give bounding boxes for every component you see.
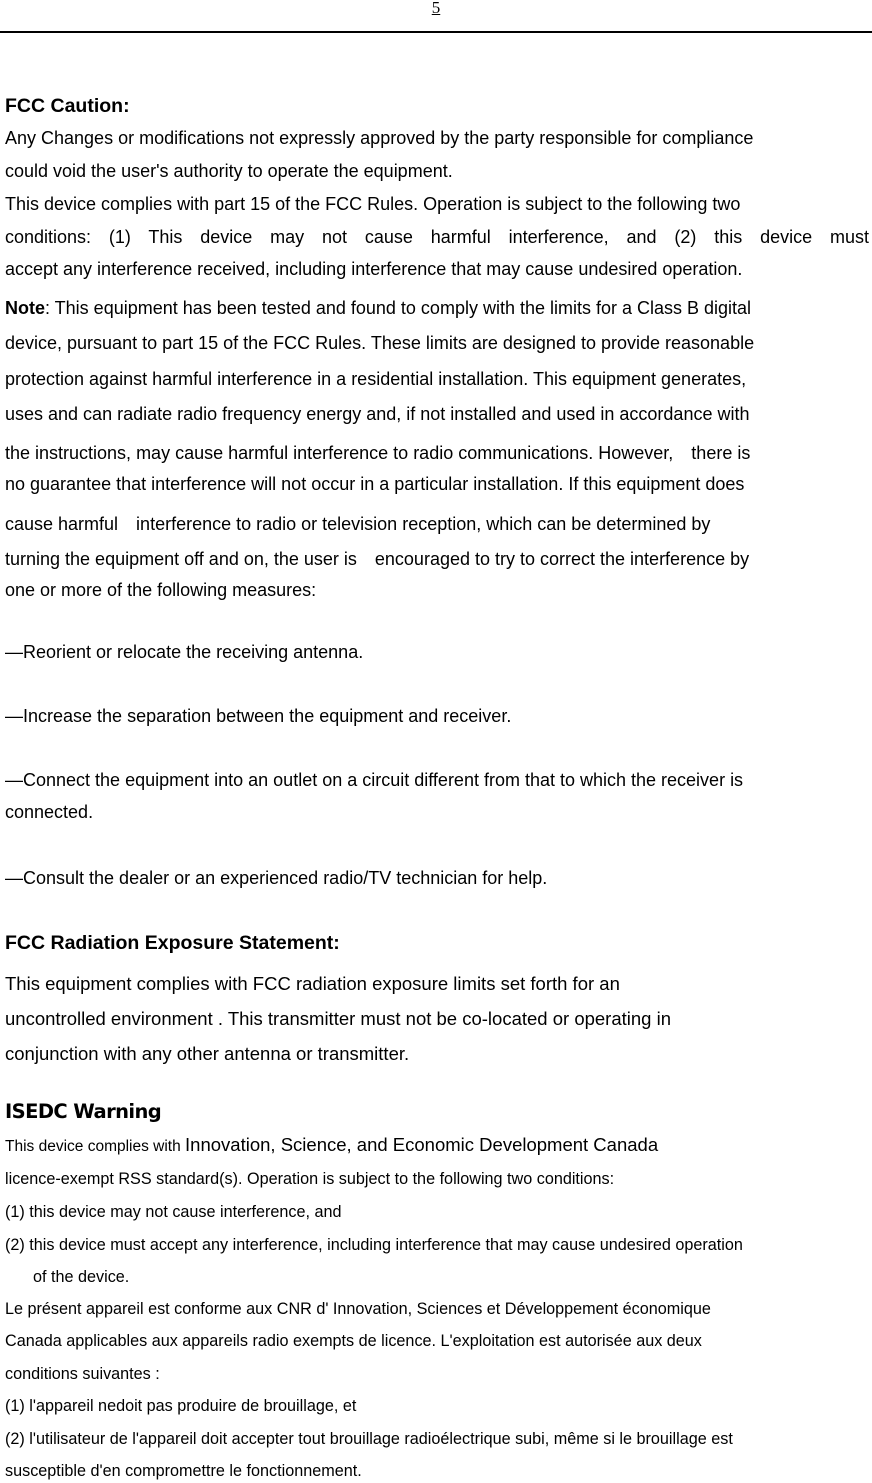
page-number: 5 xyxy=(431,0,441,17)
measure-2: —Increase the separation between the equipment and receiver. xyxy=(5,706,512,726)
caution-line-3: This device complies with part 15 of the FCC Rules. Operation is subject to the following two xyxy=(5,194,741,214)
measure-4: —Consult the dealer or an experienced radio/TV technician for help. xyxy=(5,868,548,888)
fcc-caution-heading: FCC Caution: xyxy=(5,95,130,117)
isedc-fr-line-3: conditions suivantes : xyxy=(5,1365,160,1383)
isedc-line-4: (2) this device must accept any interference, including interference that may cause undesired operation xyxy=(5,1236,743,1254)
note-line-4: uses and can radiate radio frequency energy and, if not installed and used in accordance with xyxy=(5,404,750,424)
radiation-line-3: conjunction with any other antenna or transmitter. xyxy=(5,1043,410,1064)
radiation-line-1: This equipment complies with FCC radiation exposure limits set forth for an xyxy=(5,973,620,994)
note-line-1 xyxy=(5,298,869,319)
isedc-line-3: (1) this device may not cause interference, and xyxy=(5,1203,342,1221)
isedc-line-5: of the device. xyxy=(33,1268,130,1286)
note-text-1: : This equipment has been tested and found to comply with the limits for a Class B digital xyxy=(45,298,752,318)
measure-3-line-2: connected. xyxy=(5,802,94,822)
isedc-fr-line-5: (2) l'utilisateur de l'appareil doit accepter tout brouillage radioélectrique subi, même si le brouillage est xyxy=(5,1430,733,1448)
note-line-7: cause harmful interference to radio or television reception, which can be determined by xyxy=(5,514,711,534)
caution-line-5: accept any interference received, including interference that may cause undesired operation. xyxy=(5,259,743,279)
isedc-line-1a: This device complies with xyxy=(5,1138,186,1155)
isedc-fr-line-1: Le présent appareil est conforme aux CNR d' Innovation, Sciences et Développement économique xyxy=(5,1300,711,1318)
measure-1: —Reorient or relocate the receiving antenna. xyxy=(5,642,364,662)
isedc-heading: ISEDC Warning xyxy=(5,1100,162,1123)
header-rule xyxy=(0,31,872,33)
radiation-heading: FCC Radiation Exposure Statement: xyxy=(5,932,340,954)
isedc-line-2: licence-exempt RSS standard(s). Operation is subject to the following two conditions: xyxy=(5,1170,615,1188)
note-line-3: protection against harmful interference in a residential installation. This equipment generates, xyxy=(5,369,747,389)
isedc-line-1b: Innovation, Science, and Economic Development Canada xyxy=(185,1134,659,1155)
radiation-line-2: uncontrolled environment . This transmitter must not be co-located or operating in xyxy=(5,1008,671,1029)
note-line-8: turning the equipment off and on, the user is encouraged to try to correct the interference by xyxy=(5,549,750,569)
measure-3-line-1: —Connect the equipment into an outlet on a circuit different from that to which the receiver is xyxy=(5,770,744,790)
isedc-fr-line-6: susceptible d'en compromettre le fonctionnement. xyxy=(5,1462,362,1480)
isedc-fr-line-4: (1) l'appareil nedoit pas produire de brouillage, et xyxy=(5,1397,357,1415)
note-line-5: the instructions, may cause harmful interference to radio communications. However, there is xyxy=(5,443,751,463)
note-line-6: no guarantee that interference will not occur in a particular installation. If this equipment does xyxy=(5,474,745,494)
note-label: Note xyxy=(5,298,45,318)
note-line-9: one or more of the following measures: xyxy=(5,580,317,600)
isedc-line-1 xyxy=(5,1134,869,1156)
caution-line-1: Any Changes or modifications not expressly approved by the party responsible for compliance xyxy=(5,128,754,148)
note-line-2: device, pursuant to part 15 of the FCC Rules. These limits are designed to provide reasonable xyxy=(5,333,755,353)
isedc-fr-line-2: Canada applicables aux appareils radio exempts de licence. L'exploitation est autorisée aux deux xyxy=(5,1332,702,1350)
caution-line-2: could void the user's authority to operate the equipment. xyxy=(5,161,453,181)
caution-line-4: conditions: (1) This device may not cause harmful interference, and (2) this device must xyxy=(5,227,869,247)
